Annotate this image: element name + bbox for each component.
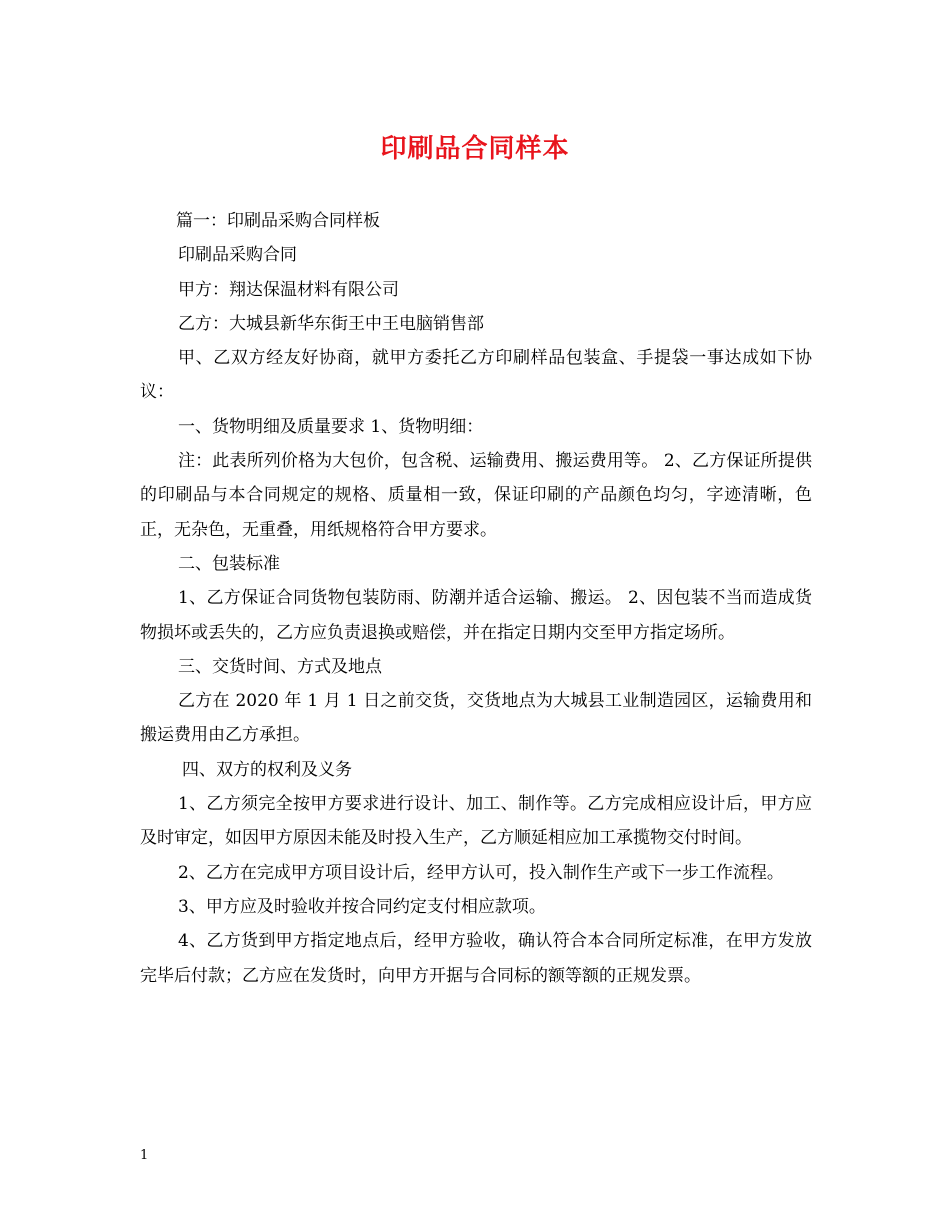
packaging-clause: 1、乙方保证合同货物包装防雨、防潮并适合运输、搬运。 2、因包装不当而造成货物损坏或丢失的，乙方应负责退换或赔偿，并在指定日期内交至甲方指定场所。	[140, 588, 812, 643]
document-body	[140, 204, 812, 993]
page-number: 1	[140, 1148, 149, 1163]
goods-quality-clause: 注：此表所列价格为大包价，包含税、运输费用、搬运费用等。 2、乙方保证所提供的印刷品与本合同规定的规格、质量相一致，保证印刷的产品颜色均匀，字迹清晰，色正，无杂色，无重叠，用纸规格符合甲方要求。	[140, 451, 812, 540]
section-heading-packaging: 二、包装标准	[178, 553, 280, 574]
party-a: 甲方：翔达保温材料有限公司	[178, 279, 399, 300]
contract-name: 印刷品采购合同	[178, 245, 297, 266]
section-heading-part-one: 篇一：印刷品采购合同样板	[176, 211, 380, 231]
section-heading-delivery: 三、交货时间、方式及地点	[178, 656, 382, 677]
section-heading-rights: 四、双方的权利及义务	[182, 759, 352, 780]
delivery-clause: 乙方在 2020 年 1 月 1 日之前交货，交货地点为大城县工业制造园区，运输费用和搬运费用由乙方承担。	[140, 691, 812, 746]
agreement-intro: 甲、乙双方经友好协商，就甲方委托乙方印刷样品包装盒、手提袋一事达成如下协议：	[140, 348, 812, 403]
rights-clause-1: 1、乙方须完全按甲方要求进行设计、加工、制作等。乙方完成相应设计后，甲方应及时审定，如因甲方原因未能及时投入生产，乙方顺延相应加工承揽物交付时间。	[140, 794, 812, 849]
rights-clause-3: 3、甲方应及时验收并按合同约定支付相应款项。	[178, 896, 546, 917]
rights-clause-2: 2、乙方在完成甲方项目设计后，经甲方认可，投入制作生产或下一步工作流程。	[178, 862, 784, 883]
party-b: 乙方：大城县新华东街王中王电脑销售部	[178, 313, 484, 334]
rights-clause-4: 4、乙方货到甲方指定地点后，经甲方验收，确认符合本合同所定标准，在甲方发放完毕后付款；乙方应在发货时，向甲方开据与合同标的额等额的正规发票。	[140, 931, 812, 986]
document-title: 印刷品合同样本	[380, 134, 570, 164]
section-heading-goods: 一、货物明细及质量要求 1、货物明细：	[178, 416, 484, 437]
